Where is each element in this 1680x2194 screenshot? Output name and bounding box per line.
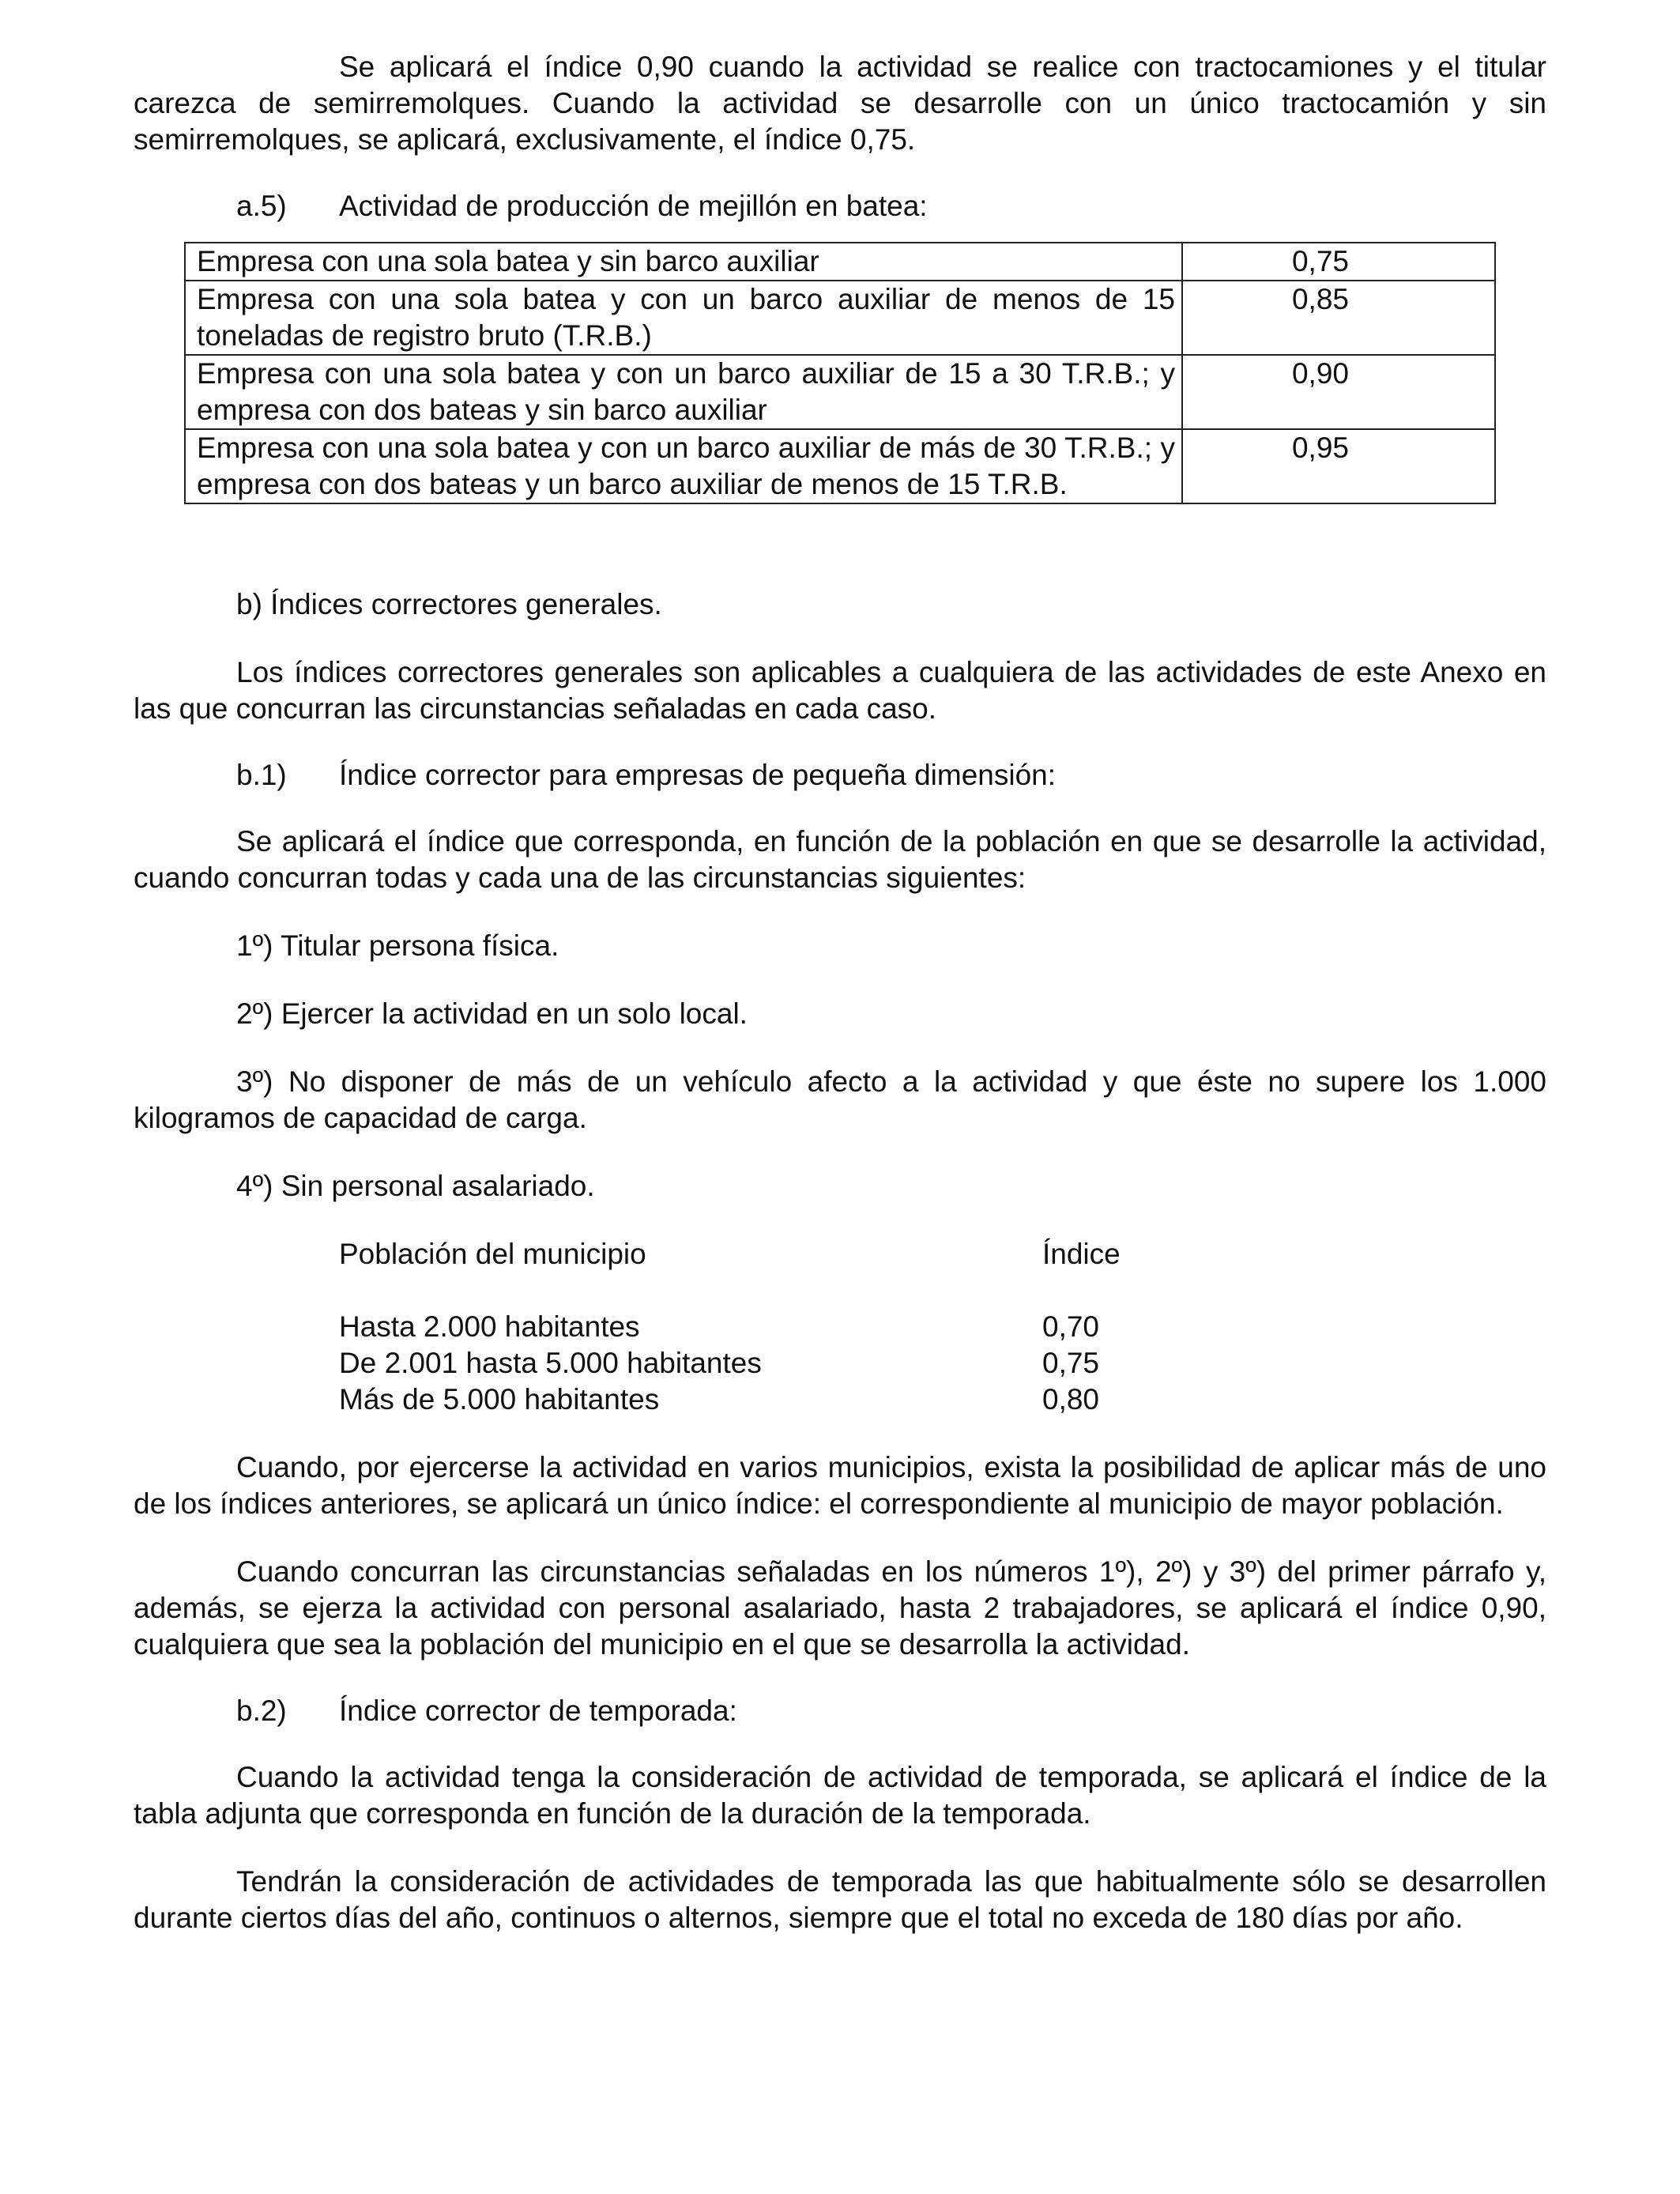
table-cell-value: 0,95 bbox=[1182, 429, 1495, 503]
b1-paragraph-3: Cuando concurran las circunstancias señaladas en los números 1º), 2º) y 3º) del primer párrafo y, además, se ejerza la actividad con personal asalariado, hasta 2 trabajadores, se aplicará el índice 0,90, cualquiera que sea la población del municipio en el que se desarrolla la actividad. bbox=[134, 1555, 1546, 1661]
b1-paragraph-2: Cuando, por ejercerse la actividad en varios municipios, exista la posibilidad de aplicar más de uno de los índices anteriores, se aplicará un único índice: el correspondiente al municipio de mayor población. bbox=[134, 1451, 1546, 1520]
section-number: b.1) bbox=[236, 759, 287, 791]
condition-item-1: 1º) Titular persona física. bbox=[236, 929, 559, 962]
section-title: Índice corrector para empresas de pequeña dimensión: bbox=[339, 759, 1057, 791]
section-title: Índice corrector de temporada: bbox=[339, 1695, 737, 1727]
table-cell-desc: Empresa con una sola batea y sin barco auxiliar bbox=[185, 243, 1182, 281]
table-row bbox=[339, 1309, 1208, 1345]
population-label: Hasta 2.000 habitantes bbox=[339, 1310, 640, 1343]
condition-item-2: 2º) Ejercer la actividad en un solo local. bbox=[236, 997, 748, 1030]
batea-index-table bbox=[184, 242, 1496, 504]
table-cell-value: 0,85 bbox=[1182, 281, 1495, 355]
table-cell-desc: Empresa con una sola batea y con un barco auxiliar de menos de 15 toneladas de registro bruto (T.R.B.) bbox=[185, 281, 1182, 355]
condition-item-3: 3º) No disponer de más de un vehículo afecto a la actividad y que éste no supere los 1.000 kilogramos de capacidad de carga. bbox=[134, 1065, 1546, 1134]
section-b1-heading bbox=[236, 759, 1546, 792]
b2-paragraph-2: Tendrán la consideración de actividades de temporada las que habitualmente sólo se desarrollen durante ciertos días del año, continuos o alternos, siempre que el total no exceda de 180 días por año. bbox=[134, 1865, 1546, 1934]
table-row bbox=[185, 243, 1495, 281]
b1-paragraph: Se aplicará el índice que corresponda, en función de la población en que se desarrolle la actividad, cuando concurran todas y cada una de las circunstancias siguientes: bbox=[134, 825, 1546, 894]
table-row bbox=[185, 355, 1495, 429]
population-index: 0,80 bbox=[1042, 1383, 1100, 1416]
section-b-heading: b) Índices correctores generales. bbox=[236, 588, 662, 620]
section-b-paragraph: Los índices correctores generales son aplicables a cualquiera de las actividades de este Anexo en las que concurran las circunstancias señaladas en cada caso. bbox=[134, 656, 1546, 725]
document-page bbox=[134, 49, 1546, 1936]
population-label: Más de 5.000 habitantes bbox=[339, 1383, 660, 1416]
population-header-row bbox=[339, 1236, 1208, 1272]
b2-paragraph: Cuando la actividad tenga la consideración de actividad de temporada, se aplicará el índice de la tabla adjunta que corresponda en función de la duración de la temporada. bbox=[134, 1761, 1546, 1830]
population-header-label: Población del municipio bbox=[339, 1238, 646, 1270]
population-index: 0,75 bbox=[1042, 1347, 1100, 1379]
table-row bbox=[339, 1345, 1208, 1382]
section-a5-heading bbox=[236, 190, 1546, 223]
table-cell-desc: Empresa con una sola batea y con un barco auxiliar de 15 a 30 T.R.B.; y empresa con dos bateas y sin barco auxiliar bbox=[185, 355, 1182, 429]
population-index-table bbox=[339, 1236, 1208, 1418]
table-row bbox=[185, 281, 1495, 355]
section-number: b.2) bbox=[236, 1695, 287, 1727]
section-b2-heading bbox=[236, 1695, 1546, 1728]
population-index: 0,70 bbox=[1042, 1310, 1100, 1343]
condition-item-4: 4º) Sin personal asalariado. bbox=[236, 1170, 595, 1202]
table-cell-desc: Empresa con una sola batea y con un barco auxiliar de más de 30 T.R.B.; y empresa con dos bateas y un barco auxiliar de menos de 15 T.R.B. bbox=[185, 429, 1182, 503]
section-number: a.5) bbox=[236, 190, 287, 222]
population-label: De 2.001 hasta 5.000 habitantes bbox=[339, 1347, 762, 1379]
table-cell-value: 0,90 bbox=[1182, 355, 1495, 429]
intro-paragraph: Se aplicará el índice 0,90 cuando la actividad se realice con tractocamiones y el titular carezca de semirremolques. Cuando la actividad se desarrolle con un único tractocamión y sin semirremolques, se aplicará, exclusivamente, el índice 0,75. bbox=[134, 51, 1546, 156]
table-cell-value: 0,75 bbox=[1182, 243, 1495, 281]
table-row bbox=[339, 1382, 1208, 1418]
table-row bbox=[185, 429, 1495, 503]
section-title: Actividad de producción de mejillón en batea: bbox=[339, 190, 928, 222]
population-header-index: Índice bbox=[1042, 1238, 1121, 1270]
